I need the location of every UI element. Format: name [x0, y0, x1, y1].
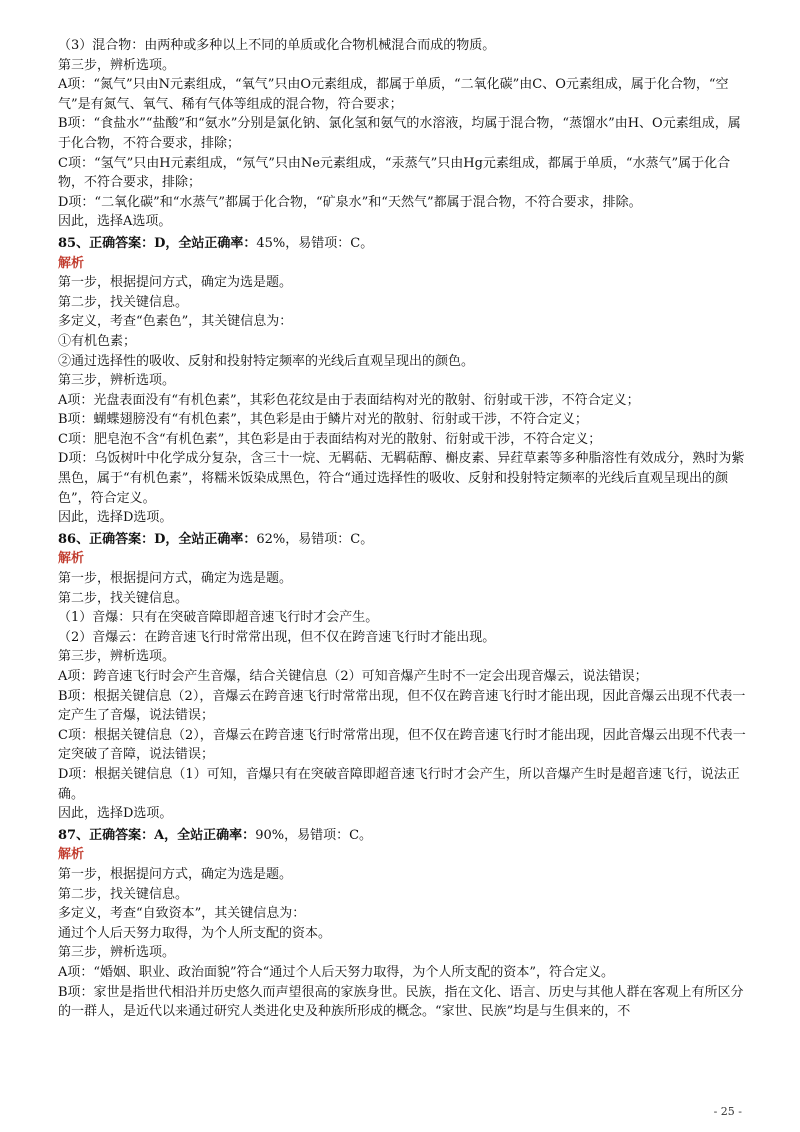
option-d-analysis: D项：“二氧化碳”和“水蒸气”都属于化合物，“矿泉水”和“天然气”都属于混合物，不符合要求，排除。 [58, 194, 642, 210]
analysis-line: （1）音爆：只有在突破音障即超音速飞行时才会产生。 [58, 610, 379, 626]
analysis-line: 第二步，找关键信息。 [58, 294, 189, 310]
analysis-line: D项：乌饭树叶中化学成分复杂，含三十一烷、无羁萜、无羁萜醇、槲皮素、异荭草素等多种脂溶性有效成分，熟时为紫黑色，属于“有机色素”，将糯米饭染成黑色，符合“通过选择性的吸收、反射和投射特定频率的光线后直观呈现出的颜色”，符合定义。 [58, 451, 745, 506]
answer-line-85 [58, 234, 748, 254]
analysis-line: 第二步，找关键信息。 [58, 590, 189, 606]
answer-label: 87、正确答案：A，全站正确率： [58, 827, 256, 843]
analysis-line: B项：家世是指世代相沿并历史悠久而声望很高的家族身世。民族，指在文化、语言、历史与其他人群在客观上有所区分的一群人，是近代以来通过研究人类进化史及种族所形成的概念。“家世、民族”均是与生俱来的，不 [58, 984, 744, 1020]
analysis-line: （2）音爆云：在跨音速飞行时常常出现，但不仅在跨音速飞行时才能出现。 [58, 629, 496, 645]
answer-label: 85、正确答案：D，全站正确率： [58, 235, 257, 251]
analysis-body-87 [58, 865, 748, 1022]
option-c-analysis: C项：“氢气”只由H元素组成，“氖气”只由Ne元素组成，“汞蒸气”只由Hg元素组成，都属于单质，“水蒸气”属于化合物，不符合要求，排除； [58, 155, 731, 191]
analysis-line: 第三步，辨析选项。 [58, 649, 176, 665]
analysis-line: 多定义，考查“色素色”，其关键信息为： [58, 314, 293, 330]
analysis-line: 第一步，根据提问方式，确定为选是题。 [58, 866, 293, 882]
analysis-body-85 [58, 273, 748, 528]
analysis-line: 第一步，根据提问方式，确定为选是题。 [58, 275, 293, 291]
answer-stats: 45%，易错项：C。 [256, 235, 374, 251]
analysis-line: 因此，选择D选项。 [58, 510, 173, 526]
analysis-line: A项：光盘表面没有“有机色素”，其彩色花纹是由于表面结构对光的散射、衍射或干涉，不符合定义； [58, 392, 640, 408]
paragraph-line: 第三步，辨析选项。 [58, 57, 176, 73]
analysis-line: 通过个人后天努力取得，为个人所支配的资本。 [58, 925, 332, 941]
analysis-body-86 [58, 569, 748, 824]
analysis-heading: 解析 [58, 551, 85, 567]
answer-line-86 [58, 530, 748, 550]
analysis-line: 因此，选择D选项。 [58, 806, 173, 822]
option-a-analysis: A项：“氮气”只由N元素组成，“氧气”只由O元素组成，都属于单质，“二氧化碳”由C、O元素组成，属于化合物，“空气”是有氮气、氧气、稀有气体等组成的混合物，符合要求； [58, 77, 729, 112]
answer-label: 86、正确答案：D，全站正确率： [58, 531, 257, 547]
analysis-line: C项：肥皂泡不含“有机色素”，其色彩是由于表面结构对光的散射、衍射或干涉，不符合定义； [58, 431, 602, 447]
page-number: - 25 - [713, 1105, 742, 1118]
analysis-line: B项：根据关键信息（2），音爆云在跨音速飞行时常常出现，但不仅在跨音速飞行时才能出现，因此音爆云出现不代表一定产生了音爆，说法错误； [58, 688, 746, 724]
analysis-heading: 解析 [58, 255, 85, 271]
conclusion-line: 因此，选择A选项。 [58, 214, 172, 230]
analysis-line: ①有机色素； [58, 333, 137, 349]
analysis-line: 第三步，辨析选项。 [58, 373, 176, 389]
analysis-heading: 解析 [58, 847, 85, 863]
option-b-analysis: B项：“食盐水”“盐酸”和“氨水”分别是氯化钠、氯化氢和氨气的水溶液，均属于混合物，“蒸馏水”由H、O元素组成，属于化合物，不符合要求，排除； [58, 116, 741, 151]
analysis-line: C项：根据关键信息（2），音爆云在跨音速飞行时常常出现，但不仅在跨音速飞行时才能出现，因此音爆云出现不代表一定突破了音障，说法错误； [58, 727, 746, 763]
analysis-line: 第三步，辨析选项。 [58, 945, 176, 961]
analysis-line: D项：根据关键信息（1）可知，音爆只有在突破音障即超音速飞行时才会产生，所以音爆产生时是超音速飞行，说法正确。 [58, 766, 740, 802]
analysis-line: 第一步，根据提问方式，确定为选是题。 [58, 571, 293, 587]
analysis-line: B项：蝴蝶翅膀没有“有机色素”，其色彩是由于鳞片对光的散射、衍射或干涉，不符合定义； [58, 412, 588, 428]
analysis-line: ②通过选择性的吸收、反射和投射特定频率的光线后直观呈现出的颜色。 [58, 353, 475, 369]
answer-stats: 90%，易错项：C。 [255, 827, 373, 843]
answer-stats: 62%，易错项：C。 [256, 531, 374, 547]
analysis-line: A项：跨音速飞行时会产生音爆，结合关键信息（2）可知音爆产生时不一定会出现音爆云，说法错误； [58, 669, 648, 684]
answer-line-87 [58, 826, 748, 846]
document-body [58, 36, 748, 1022]
analysis-line: 多定义，考查“自致资本”，其关键信息为： [58, 906, 306, 922]
paragraph-line: （3）混合物：由两种或多种以上不同的单质或化合物机械混合而成的物质。 [58, 38, 496, 53]
analysis-line: A项：“婚姻、职业、政治面貌”符合“通过个人后天努力取得，为个人所支配的资本”，符合定义。 [58, 964, 614, 980]
analysis-line: 第二步，找关键信息。 [58, 886, 189, 902]
